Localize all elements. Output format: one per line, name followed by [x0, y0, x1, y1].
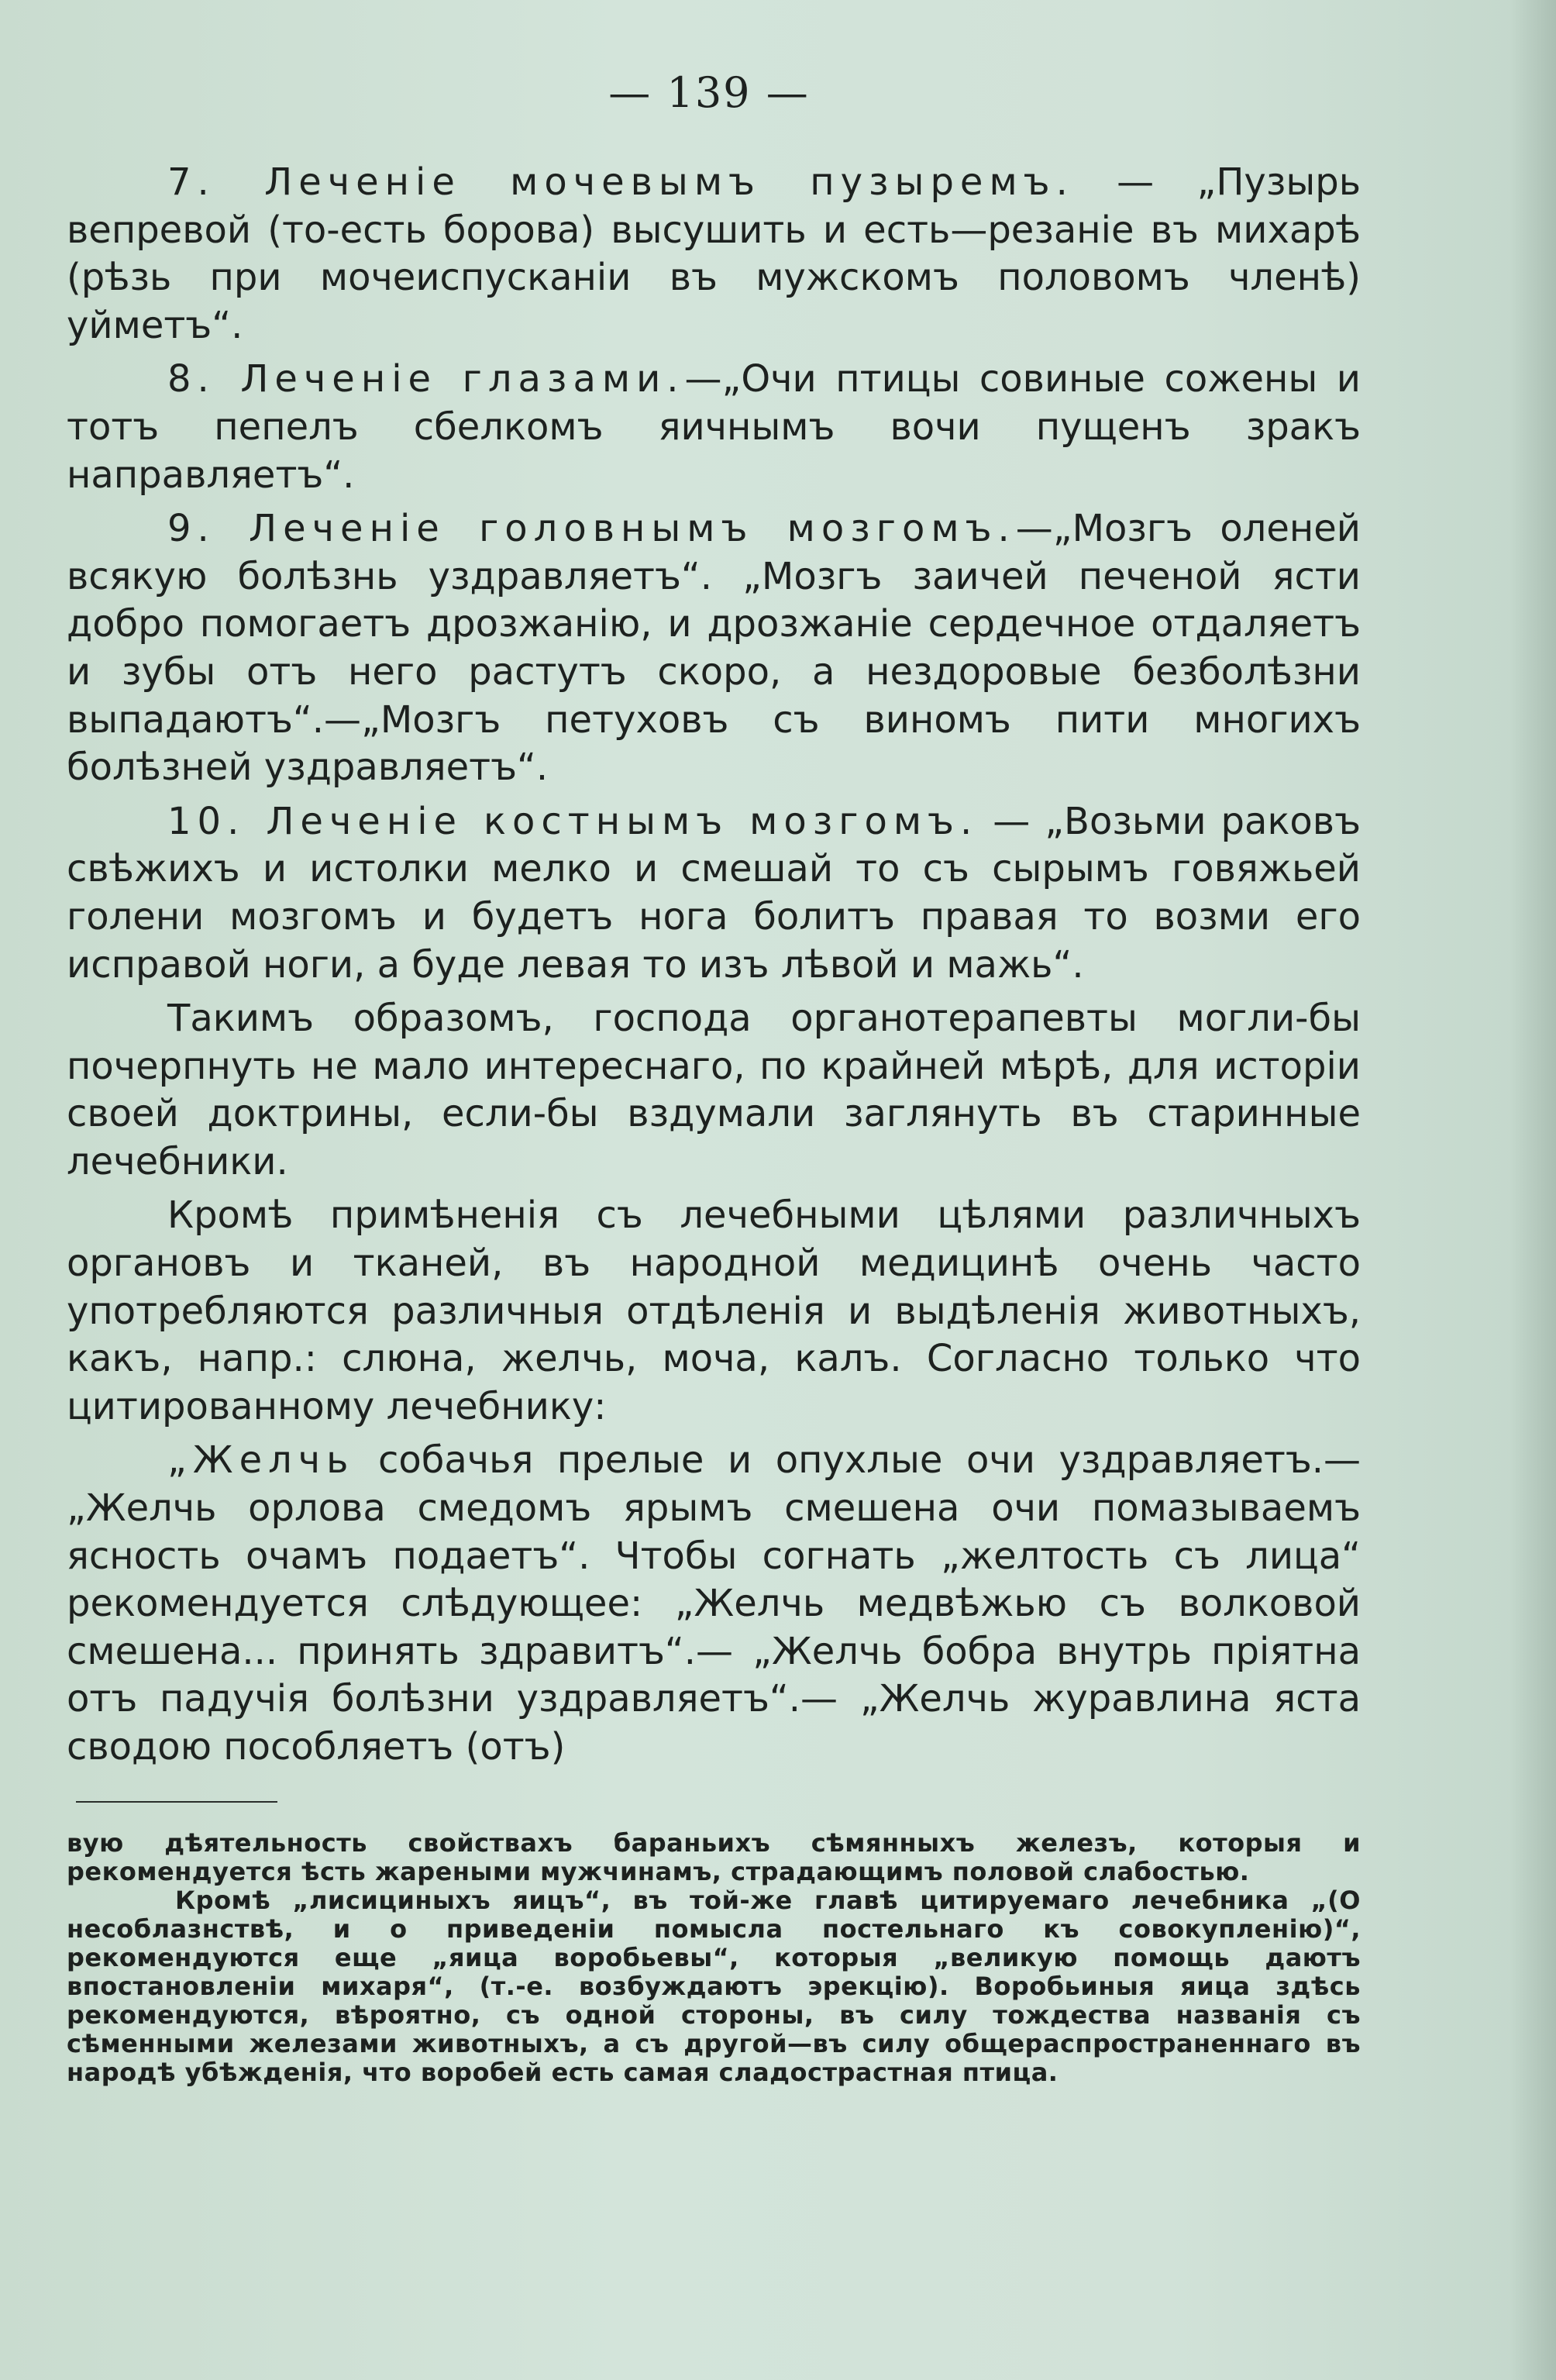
paragraph-7-heading: 7. Леченіе мочевымъ пузыремъ.	[167, 160, 1074, 204]
page-number: — 139 —	[608, 68, 810, 117]
page-body	[67, 159, 1361, 2087]
paragraph-conclusion-text: Такимъ образомъ, господа органотерапевты могли-бы почерпнуть не мало интереснаго, по крайней мѣрѣ, для исторіи своей доктрины, если-бы вздумали заглянуть въ старинные лечебники.	[67, 997, 1361, 1183]
footnote-sparrow-eggs: Кромѣ „лисициныхъ яицъ“, въ той-же главѣ цитируемаго лечебника „(О несоблазнствѣ, и о приведеніи помысла постельнаго къ совокупленію)“, рекомендуются еще „яица воробьевы“, которыя „великую помощь даютъ впостановленіи михаря“, (т.-е. возбуждаютъ эрекцію). Воробьиныя яица здѣсь рекомендуются, вѣроятно, съ одной стороны, въ силу тождества названія съ сѣменными железами животныхъ, а съ другой—въ силу общераспространеннаго въ народѣ убѣжденія, что воробей есть самая сладострастная птица.	[67, 1885, 1361, 2087]
paragraph-10	[67, 798, 1361, 989]
paragraph-7-text: — „Пузырь вепревой (то-есть борова) высушить и есть—резаніе въ михарѣ (рѣзь при мочеиспусканіи въ мужскомъ половомъ членѣ) уйметъ“.	[67, 160, 1361, 347]
paragraph-8-text: —„Очи птицы совиные сожены и тотъ пепелъ сбелкомъ яичнымъ вочи пущенъ зракъ направляетъ“.	[67, 357, 1361, 497]
paragraph-7	[67, 159, 1361, 350]
paragraph-9	[67, 505, 1361, 792]
paragraph-9-text: —„Мозгъ оленей всякую болѣзнь уздравляетъ“. „Мозгъ заичей печеной ясти добро помогаетъ дрозжанію, и дрозжаніе сердечное отдаляетъ и зубы отъ него растутъ скоро, а нездоровые безболѣзни выпадаютъ“.—„Мозгъ петуховъ съ виномъ пити многихъ болѣзней уздравляетъ“.	[67, 507, 1362, 790]
paragraph-8	[67, 356, 1361, 499]
paragraph-bile-lead: „Желчь	[167, 1438, 355, 1483]
paragraph-bile-text: собачья прелые и опухлые очи уздравляетъ.—„Желчь орлова смедомъ ярымъ смешена очи помазываемъ ясность очамъ подаетъ“. Чтобы согнать „желтость съ лица“ рекомендуется слѣдующее: „Желчь медвѣжью съ волковой смешена... принять здравитъ“.— „Желчь бобра внутрь пріятна отъ падучія болѣзни уздравляетъ“.— „Желчь журавлина яста сводою пособляетъ (отъ)	[67, 1438, 1361, 1769]
footnote-continuation: вую дѣятельность свойствахъ бараньихъ сѣмянныхъ железъ, которыя и рекомендуется ѣсть жареными мужчинамъ, страдающимъ половой слабостью.	[67, 1827, 1361, 1886]
paragraph-secretions	[67, 1192, 1361, 1431]
paragraph-conclusion	[67, 995, 1361, 1186]
footnote-divider	[76, 1801, 277, 1803]
page-edge-shadow	[1510, 0, 1556, 2380]
paragraph-10-heading: 10. Леченіе костнымъ мозгомъ.	[167, 799, 979, 843]
paragraph-10-text: — „Возьми раковъ свѣжихъ и истолки мелко и смешай то съ сырымъ говяжьей голени мозгомъ и будетъ нога болитъ правая то возми его исправой ноги, а буде левая то изъ лѣвой и мажь“.	[67, 799, 1362, 987]
paragraph-9-heading: 9. Леченіе головнымъ мозгомъ.	[167, 507, 1016, 551]
paragraph-bile	[67, 1437, 1361, 1771]
paragraph-secretions-text: Кромѣ примѣненія съ лечебными цѣлями различныхъ органовъ и тканей, въ народной медицинѣ очень часто употребляются различныя отдѣленія и выдѣленія животныхъ, какъ, напр.: слюна, желчь, моча, калъ. Согласно только что цитированному лечебнику:	[67, 1193, 1361, 1428]
paragraph-8-heading: 8. Леченіе глазами.	[167, 357, 685, 401]
